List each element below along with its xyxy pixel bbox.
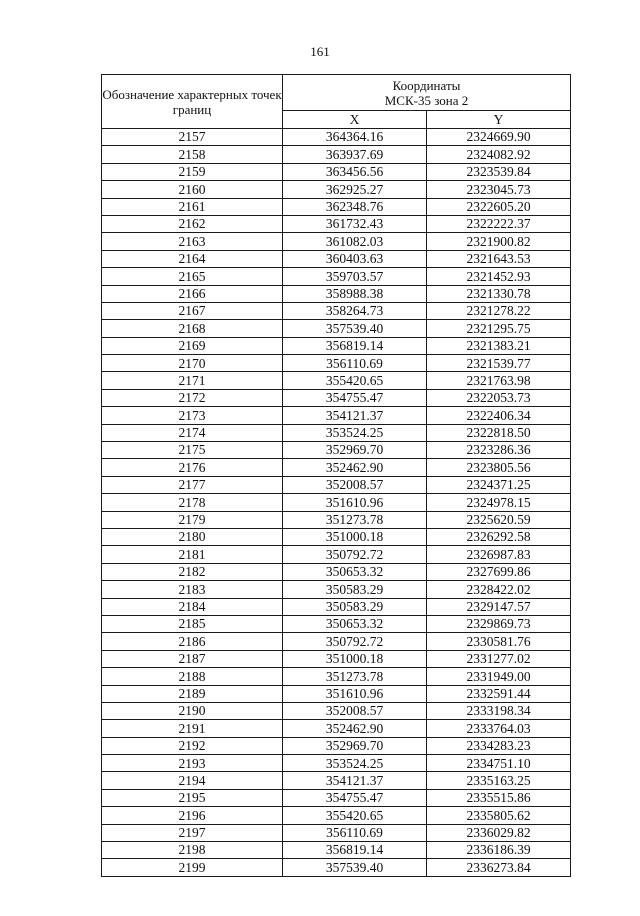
- y-coordinate-cell: 2326292.58: [427, 528, 571, 545]
- point-id-cell: 2171: [102, 372, 283, 389]
- point-id-cell: 2164: [102, 250, 283, 267]
- y-column-header: Y: [427, 111, 571, 129]
- x-coordinate-cell: 352462.90: [283, 720, 427, 737]
- point-id-cell: 2187: [102, 650, 283, 667]
- point-id-cell: 2172: [102, 389, 283, 406]
- table-row: [102, 285, 571, 302]
- y-coordinate-cell: 2323539.84: [427, 163, 571, 180]
- y-coordinate-cell: 2322605.20: [427, 198, 571, 215]
- y-coordinate-cell: 2324082.92: [427, 146, 571, 163]
- point-id-cell: 2188: [102, 668, 283, 685]
- x-coordinate-cell: 351000.18: [283, 650, 427, 667]
- y-coordinate-cell: 2335515.86: [427, 789, 571, 806]
- y-coordinate-cell: 2323805.56: [427, 459, 571, 476]
- x-coordinate-cell: 353524.25: [283, 424, 427, 441]
- y-coordinate-cell: 2334283.23: [427, 737, 571, 754]
- table-row: [102, 685, 571, 702]
- table-row: [102, 215, 571, 232]
- point-id-cell: 2192: [102, 737, 283, 754]
- y-coordinate-cell: 2322818.50: [427, 424, 571, 441]
- y-coordinate-cell: 2324978.15: [427, 494, 571, 511]
- table-row: [102, 424, 571, 441]
- table-row: [102, 442, 571, 459]
- x-coordinate-cell: 354755.47: [283, 789, 427, 806]
- y-coordinate-cell: 2332591.44: [427, 685, 571, 702]
- y-coordinate-cell: 2321452.93: [427, 268, 571, 285]
- point-id-cell: 2189: [102, 685, 283, 702]
- y-coordinate-cell: 2321643.53: [427, 250, 571, 267]
- y-coordinate-cell: 2336273.84: [427, 859, 571, 876]
- x-coordinate-cell: 356110.69: [283, 824, 427, 841]
- coordinates-title: Координаты: [392, 77, 461, 93]
- y-coordinate-cell: 2336029.82: [427, 824, 571, 841]
- x-coordinate-cell: 353524.25: [283, 755, 427, 772]
- x-coordinate-cell: 352008.57: [283, 702, 427, 719]
- x-coordinate-cell: 354121.37: [283, 407, 427, 424]
- point-id-cell: 2177: [102, 476, 283, 493]
- point-id-cell: 2168: [102, 320, 283, 337]
- table-row: [102, 633, 571, 650]
- x-coordinate-cell: 363456.56: [283, 163, 427, 180]
- y-coordinate-cell: 2328422.02: [427, 581, 571, 598]
- y-coordinate-cell: 2321900.82: [427, 233, 571, 250]
- point-id-cell: 2176: [102, 459, 283, 476]
- x-coordinate-cell: 352969.70: [283, 442, 427, 459]
- x-coordinate-cell: 361732.43: [283, 215, 427, 232]
- point-id-cell: 2158: [102, 146, 283, 163]
- y-coordinate-cell: 2325620.59: [427, 511, 571, 528]
- table-row: [102, 737, 571, 754]
- x-coordinate-cell: 362348.76: [283, 198, 427, 215]
- table-row: [102, 842, 571, 859]
- x-coordinate-cell: 350653.32: [283, 615, 427, 632]
- table-row: [102, 320, 571, 337]
- coordinates-header: [283, 75, 571, 111]
- point-id-cell: 2165: [102, 268, 283, 285]
- point-id-cell: 2196: [102, 807, 283, 824]
- y-coordinate-cell: 2331277.02: [427, 650, 571, 667]
- point-id-cell: 2167: [102, 302, 283, 319]
- table-row: [102, 407, 571, 424]
- point-id-cell: 2194: [102, 772, 283, 789]
- x-coordinate-cell: 355420.65: [283, 807, 427, 824]
- y-coordinate-cell: 2330581.76: [427, 633, 571, 650]
- y-coordinate-cell: 2321383.21: [427, 337, 571, 354]
- y-coordinate-cell: 2336186.39: [427, 842, 571, 859]
- table-row: [102, 755, 571, 772]
- y-coordinate-cell: 2321330.78: [427, 285, 571, 302]
- coordinate-system-title: МСК-35 зона 2: [384, 92, 469, 108]
- point-id-cell: 2179: [102, 511, 283, 528]
- point-id-cell: 2182: [102, 563, 283, 580]
- x-coordinate-cell: 359703.57: [283, 268, 427, 285]
- x-coordinate-cell: 364364.16: [283, 129, 427, 146]
- y-coordinate-cell: 2334751.10: [427, 755, 571, 772]
- table-row: [102, 807, 571, 824]
- table-row: [102, 772, 571, 789]
- y-coordinate-cell: 2324371.25: [427, 476, 571, 493]
- x-coordinate-cell: 356819.14: [283, 842, 427, 859]
- point-id-cell: 2170: [102, 355, 283, 372]
- y-coordinate-cell: 2322406.34: [427, 407, 571, 424]
- y-coordinate-cell: 2331949.00: [427, 668, 571, 685]
- x-coordinate-cell: 351610.96: [283, 494, 427, 511]
- x-coordinate-cell: 350792.72: [283, 546, 427, 563]
- x-coordinate-cell: 355420.65: [283, 372, 427, 389]
- point-id-cell: 2198: [102, 842, 283, 859]
- x-coordinate-cell: 350653.32: [283, 563, 427, 580]
- x-coordinate-cell: 357539.40: [283, 859, 427, 876]
- x-coordinate-cell: 356819.14: [283, 337, 427, 354]
- x-coordinate-cell: 357539.40: [283, 320, 427, 337]
- x-coordinate-cell: 362925.27: [283, 181, 427, 198]
- x-coordinate-cell: 350792.72: [283, 633, 427, 650]
- point-id-cell: 2180: [102, 528, 283, 545]
- y-coordinate-cell: 2323045.73: [427, 181, 571, 198]
- table-row: [102, 598, 571, 615]
- table-row: [102, 459, 571, 476]
- x-coordinate-cell: 354121.37: [283, 772, 427, 789]
- y-coordinate-cell: 2329869.73: [427, 615, 571, 632]
- point-id-cell: 2157: [102, 129, 283, 146]
- x-coordinate-cell: 356110.69: [283, 355, 427, 372]
- table-row: [102, 546, 571, 563]
- point-id-cell: 2178: [102, 494, 283, 511]
- point-designation-header: Обозначение характерных точек границ: [102, 75, 283, 129]
- point-id-cell: 2181: [102, 546, 283, 563]
- y-coordinate-cell: 2322222.37: [427, 215, 571, 232]
- table-row: [102, 511, 571, 528]
- table-row: [102, 476, 571, 493]
- table-row: [102, 268, 571, 285]
- table-row: [102, 581, 571, 598]
- point-id-cell: 2190: [102, 702, 283, 719]
- point-id-cell: 2169: [102, 337, 283, 354]
- y-coordinate-cell: 2327699.86: [427, 563, 571, 580]
- y-coordinate-cell: 2333198.34: [427, 702, 571, 719]
- point-id-cell: 2161: [102, 198, 283, 215]
- table-row: [102, 668, 571, 685]
- x-coordinate-cell: 352462.90: [283, 459, 427, 476]
- x-coordinate-cell: 350583.29: [283, 581, 427, 598]
- table-row: [102, 337, 571, 354]
- table-row: [102, 129, 571, 146]
- point-id-cell: 2173: [102, 407, 283, 424]
- table-row: [102, 615, 571, 632]
- table-row: [102, 650, 571, 667]
- y-coordinate-cell: 2329147.57: [427, 598, 571, 615]
- table-row: [102, 824, 571, 841]
- table-row: [102, 163, 571, 180]
- x-coordinate-cell: 354755.47: [283, 389, 427, 406]
- point-id-cell: 2197: [102, 824, 283, 841]
- point-id-cell: 2193: [102, 755, 283, 772]
- table-row: [102, 372, 571, 389]
- table-row: [102, 181, 571, 198]
- table-row: [102, 789, 571, 806]
- table-row: [102, 720, 571, 737]
- point-id-cell: 2185: [102, 615, 283, 632]
- point-id-cell: 2191: [102, 720, 283, 737]
- y-coordinate-cell: 2335163.25: [427, 772, 571, 789]
- y-coordinate-cell: 2321295.75: [427, 320, 571, 337]
- point-id-cell: 2174: [102, 424, 283, 441]
- x-coordinate-cell: 358264.73: [283, 302, 427, 319]
- table-row: [102, 146, 571, 163]
- table-row: [102, 528, 571, 545]
- x-coordinate-cell: 351273.78: [283, 668, 427, 685]
- coordinates-table: [101, 74, 571, 877]
- table-row: [102, 302, 571, 319]
- x-coordinate-cell: 352969.70: [283, 737, 427, 754]
- y-coordinate-cell: 2321539.77: [427, 355, 571, 372]
- table-row: [102, 233, 571, 250]
- y-coordinate-cell: 2333764.03: [427, 720, 571, 737]
- table-row: [102, 250, 571, 267]
- point-id-cell: 2175: [102, 442, 283, 459]
- point-id-cell: 2186: [102, 633, 283, 650]
- x-coordinate-cell: 351000.18: [283, 528, 427, 545]
- y-coordinate-cell: 2321278.22: [427, 302, 571, 319]
- point-id-cell: 2184: [102, 598, 283, 615]
- table-row: [102, 859, 571, 876]
- table-row: [102, 198, 571, 215]
- x-coordinate-cell: 360403.63: [283, 250, 427, 267]
- y-coordinate-cell: 2323286.36: [427, 442, 571, 459]
- x-coordinate-cell: 350583.29: [283, 598, 427, 615]
- y-coordinate-cell: 2322053.73: [427, 389, 571, 406]
- x-coordinate-cell: 363937.69: [283, 146, 427, 163]
- point-id-cell: 2183: [102, 581, 283, 598]
- y-coordinate-cell: 2321763.98: [427, 372, 571, 389]
- y-coordinate-cell: 2335805.62: [427, 807, 571, 824]
- table-body: [102, 129, 571, 877]
- point-id-cell: 2162: [102, 215, 283, 232]
- x-column-header: X: [283, 111, 427, 129]
- point-id-cell: 2166: [102, 285, 283, 302]
- table-row: [102, 702, 571, 719]
- y-coordinate-cell: 2326987.83: [427, 546, 571, 563]
- table-row: [102, 494, 571, 511]
- y-coordinate-cell: 2324669.90: [427, 129, 571, 146]
- page-number: 161: [310, 44, 330, 59]
- point-id-cell: 2163: [102, 233, 283, 250]
- point-id-cell: 2195: [102, 789, 283, 806]
- point-id-cell: 2160: [102, 181, 283, 198]
- table-row: [102, 355, 571, 372]
- x-coordinate-cell: 361082.03: [283, 233, 427, 250]
- table-row: [102, 563, 571, 580]
- table-row: [102, 389, 571, 406]
- x-coordinate-cell: 351610.96: [283, 685, 427, 702]
- point-id-cell: 2199: [102, 859, 283, 876]
- point-id-cell: 2159: [102, 163, 283, 180]
- x-coordinate-cell: 352008.57: [283, 476, 427, 493]
- x-coordinate-cell: 351273.78: [283, 511, 427, 528]
- x-coordinate-cell: 358988.38: [283, 285, 427, 302]
